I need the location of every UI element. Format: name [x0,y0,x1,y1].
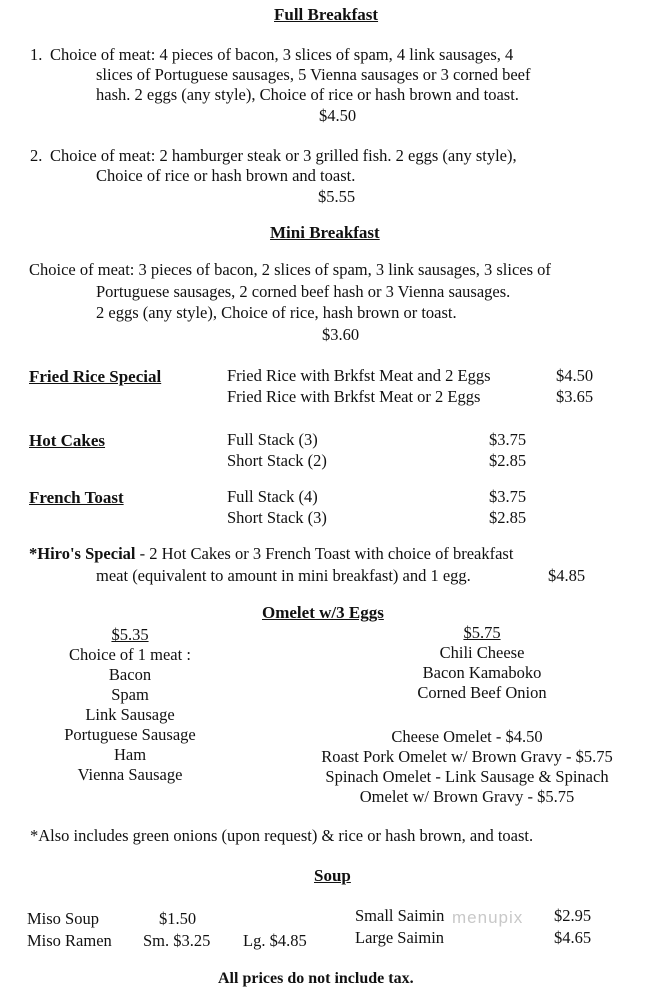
hot-cakes-row2-desc: Short Stack (2) [227,451,327,470]
large-saimin-name: Large Saimin [355,928,445,947]
watermark: menupix [452,908,524,927]
omelet-right-price: $5.75 [463,623,501,642]
omelet-left-label: Choice of 1 meat : [69,645,191,664]
miso-ramen-name: Miso Ramen [27,931,112,950]
hot-cakes-row2-price: $2.85 [489,451,527,470]
hot-cakes-row1-desc: Full Stack (3) [227,430,318,449]
footer-tax-note: All prices do not include tax. [218,970,414,987]
miso-soup-name: Miso Soup [27,909,99,928]
hiro-special-price: $4.85 [548,566,586,585]
full-item1-number: 1. [30,45,43,64]
small-saimin-name: Small Saimin [355,906,445,925]
full-item1-line2: slices of Portuguese sausages, 5 Vienna sausages or 3 corned beef [96,65,531,84]
omelet-meat-item: Vienna Sausage [77,765,183,784]
full-item1-price: $4.50 [319,106,357,125]
fried-rice-title: Fried Rice Special [29,367,162,386]
large-saimin-price: $4.65 [554,928,592,947]
omelet-title: Omelet w/3 Eggs [262,603,384,622]
mini-line3: 2 eggs (any style), Choice of rice, hash brown or toast. [96,303,457,322]
omelet-meat-item: Link Sausage [85,705,175,724]
omelet-right-column [372,623,592,703]
small-saimin-price: $2.95 [554,906,592,925]
omelet-right-item: Chili Cheese [439,643,525,662]
hot-cakes-title: Hot Cakes [29,431,106,450]
miso-soup-price: $1.50 [159,909,197,928]
full-breakfast-title: Full Breakfast [274,5,379,24]
fried-rice-row2-desc: Fried Rice with Brkfst Meat or 2 Eggs [227,387,481,406]
full-item2-line1: Choice of meat: 2 hamburger steak or 3 grilled fish. 2 eggs (any style), [50,146,517,165]
hiro-special-line2: meat (equivalent to amount in mini breakfast) and 1 egg. [96,566,471,585]
french-toast-title: French Toast [29,488,124,507]
french-toast-row2-price: $2.85 [489,508,527,527]
omelet-meat-item: Ham [113,745,147,764]
omelet-special-item: Cheese Omelet - $4.50 [391,727,543,746]
full-item1-line3: hash. 2 eggs (any style), Choice of rice or hash brown and toast. [96,85,519,104]
mini-line1: Choice of meat: 3 pieces of bacon, 2 slices of spam, 3 link sausages, 3 slices of [29,260,551,279]
full-item2-number: 2. [30,146,43,165]
omelet-meat-item: Portuguese Sausage [64,725,196,744]
french-toast-row1-desc: Full Stack (4) [227,487,318,506]
mini-breakfast-title: Mini Breakfast [270,223,380,242]
mini-price: $3.60 [322,325,360,344]
omelet-special-item: Spinach Omelet - Link Sausage & Spinach [325,767,609,786]
omelet-right-item: Corned Beef Onion [417,683,547,702]
full-item2-price: $5.55 [318,187,356,206]
french-toast-row2-desc: Short Stack (3) [227,508,327,527]
miso-ramen-large-price: Lg. $4.85 [243,931,307,950]
hiro-special-line1 [29,544,513,564]
omelet-note: *Also includes green onions (upon request) & rice or hash brown, and toast. [30,826,534,845]
omelet-specials [282,727,652,807]
hiro-special-desc1: - 2 Hot Cakes or 3 French Toast with choice of breakfast [139,544,514,563]
omelet-right-item: Bacon Kamaboko [422,663,542,682]
full-item1-line1: Choice of meat: 4 pieces of bacon, 3 slices of spam, 4 link sausages, 4 [50,45,514,64]
mini-line2: Portuguese sausages, 2 corned beef hash or 3 Vienna sausages. [96,282,511,301]
french-toast-row1-price: $3.75 [489,487,527,506]
soup-title: Soup [314,866,351,885]
fried-rice-row1-price: $4.50 [556,366,594,385]
omelet-meat-item: Bacon [108,665,152,684]
omelet-special-item: Omelet w/ Brown Gravy - $5.75 [359,787,575,806]
omelet-left-column [10,625,250,785]
miso-ramen-small-price: Sm. $3.25 [143,931,211,950]
omelet-special-item: Roast Pork Omelet w/ Brown Gravy - $5.75 [321,747,613,766]
fried-rice-row1-desc: Fried Rice with Brkfst Meat and 2 Eggs [227,366,491,385]
hot-cakes-row1-price: $3.75 [489,430,527,449]
hiro-special-title: *Hiro's Special [29,544,136,563]
full-item2-line2: Choice of rice or hash brown and toast. [96,166,356,185]
fried-rice-row2-price: $3.65 [556,387,594,406]
omelet-meat-item: Spam [111,685,149,704]
omelet-left-price: $5.35 [111,625,149,644]
